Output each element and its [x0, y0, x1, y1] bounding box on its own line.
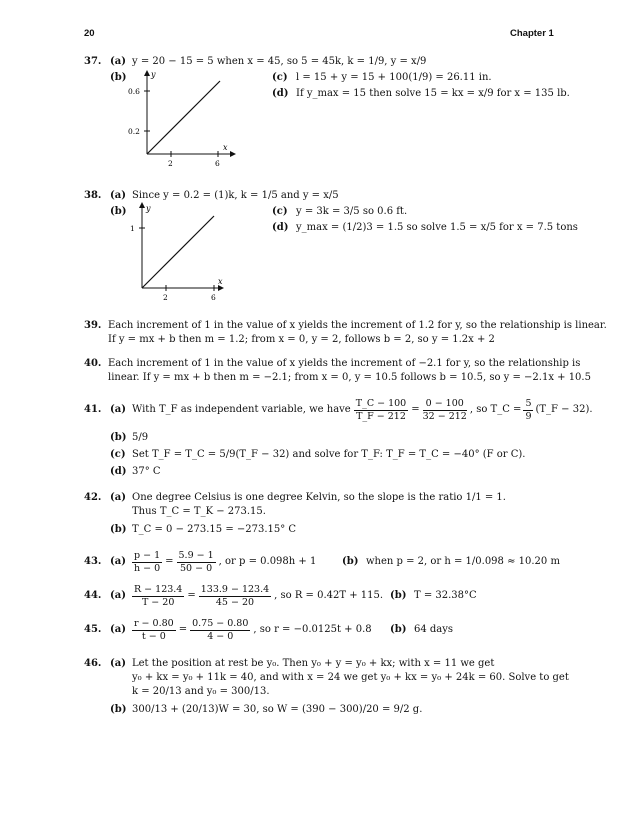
p37-ytick-1: 0.2 — [128, 127, 140, 136]
p43-f1-num: p − 1 — [134, 549, 161, 561]
p43-part-b-label: (b) — [342, 556, 359, 567]
page-number: 20 — [84, 28, 95, 39]
p45-part-b-label: (b) — [390, 624, 407, 635]
p41-f2-den: 32 − 212 — [422, 410, 467, 422]
p46-part-a-line-1: Let the position at rest be y₀. Then y₀ + y = y₀ + kx; with x = 11 we get — [132, 658, 495, 669]
p42-part-a-line-1: One degree Celsius is one degree Kelvin, so the slope is the ratio 1/1 = 1. — [132, 492, 506, 503]
p41-fraction-1 — [354, 398, 409, 423]
p37-x-axis-label: x — [223, 143, 228, 152]
p38-y-axis-label: y — [146, 204, 151, 213]
problem-number-44: 44. — [84, 590, 102, 601]
p46-part-b-text: 300/13 + (20/13)W = 30, so W = (390 − 300)/20 = 9/2 g. — [132, 704, 423, 715]
p44-eq: = — [187, 590, 196, 601]
p44-f1-den: T − 20 — [141, 596, 175, 608]
p43-fraction-1 — [132, 550, 162, 575]
p38-part-c-label: (c) — [272, 206, 288, 217]
p44-a-post: , so R = 0.42T + 115. — [274, 590, 384, 601]
chapter-title: Chapter 1 — [510, 28, 554, 39]
p44-fraction-2 — [199, 584, 271, 609]
problem-number-42: 42. — [84, 492, 102, 503]
p41-f2-num: 0 − 100 — [423, 398, 467, 411]
p43-fraction-2 — [177, 550, 216, 575]
p37-part-d-label: (d) — [272, 88, 289, 99]
p41-f1-den: T_F − 212 — [356, 410, 406, 422]
p38-part-b-label: (b) — [110, 206, 127, 217]
p37-part-b-label: (b) — [110, 72, 127, 83]
p41-part-a-text — [132, 394, 593, 426]
problem-number-38: 38. — [84, 190, 102, 201]
p38-part-d-label: (d) — [272, 222, 289, 233]
p41-a-mid: , so T_C = — [469, 404, 522, 415]
p38-ytick-0: 1 — [130, 224, 135, 233]
p37-part-c-text: l = 15 + y = 15 + 100(1/9) = 26.11 in. — [296, 72, 492, 83]
p45-f1-den: t − 0 — [141, 630, 166, 642]
p42-part-b-text: T_C = 0 − 273.15 = −273.15° C — [132, 524, 297, 535]
p45-a-post: , so r = −0.0125t + 0.8 — [253, 624, 372, 635]
p38-part-c-text: y = 3k = 3/5 so 0.6 ft. — [296, 206, 408, 217]
p43-a-post: , or p = 0.098h + 1 — [218, 556, 317, 567]
p42-part-a-label: (a) — [110, 492, 126, 503]
p37-line — [147, 81, 220, 154]
p38-part-a-label: (a) — [110, 190, 126, 201]
p39-line-2: If y = mx + b then m = 1.2; from x = 0, y = 2, follows b = 2, so y = 1.2x + 2 — [108, 334, 495, 345]
p41-part-b-text: 5/9 — [132, 432, 149, 443]
p44-f1-num: R − 123.4 — [134, 583, 183, 595]
p37-xtick-1: 6 — [215, 159, 220, 168]
p37-xtick-0: 2 — [168, 159, 173, 168]
p45-f2-den: 4 − 0 — [207, 630, 234, 642]
problem-number-37: 37. — [84, 56, 102, 67]
p38-line — [142, 216, 214, 288]
p45-part-b-text: 64 days — [414, 624, 454, 635]
p43-eq: = — [165, 556, 174, 567]
p46-part-a-label: (a) — [110, 658, 126, 669]
p44-f2-den: 45 − 20 — [215, 596, 255, 608]
p43-part-a-label: (a) — [110, 556, 126, 567]
p38-part-d-text: y_max = (1/2)3 = 1.5 so solve 1.5 = x/5 for x = 7.5 tons — [296, 222, 578, 233]
p41-part-c-label: (c) — [110, 449, 126, 460]
p44-fraction-1 — [132, 584, 184, 609]
p41-part-d-label: (d) — [110, 466, 127, 477]
p38-graph — [118, 198, 240, 306]
p44-part-a-text — [132, 580, 383, 612]
p43-f2-den: 50 − 0 — [180, 562, 213, 574]
p38-xtick-1: 6 — [211, 293, 216, 302]
p45-fraction-1 — [132, 618, 176, 643]
p44-part-b-text: T = 32.38°C — [414, 590, 477, 601]
p43-f1-den: h − 0 — [133, 562, 161, 574]
p45-part-a-text — [132, 614, 372, 646]
p39-line-1: Each increment of 1 in the value of x yields the increment of 1.2 for y, so the relationship is linear. — [108, 320, 607, 331]
p37-part-a-label: (a) — [110, 56, 126, 67]
p41-a-post: (T_F − 32). — [535, 404, 593, 415]
p37-ytick-0: 0.6 — [128, 87, 140, 96]
p41-part-a-label: (a) — [110, 404, 126, 415]
p44-part-b-label: (b) — [390, 590, 407, 601]
p41-a-pre: With T_F as independent variable, we have — [132, 404, 351, 415]
p41-part-c-text: Set T_F = T_C = 5/9(T_F − 32) and solve for T_F: T_F = T_C = −40° (F or C). — [132, 449, 526, 460]
p42-part-a-line-2: Thus T_C = T_K − 273.15. — [132, 506, 266, 517]
p37-graph — [118, 66, 240, 176]
p45-part-a-label: (a) — [110, 624, 126, 635]
p37-y-axis-label: y — [151, 70, 156, 79]
p41-part-b-label: (b) — [110, 432, 127, 443]
p38-part-a-text: Since y = 0.2 = (1)k, k = 1/5 and y = x/5 — [132, 190, 339, 201]
p41-eq: = — [411, 404, 420, 415]
p46-part-b-label: (b) — [110, 704, 127, 715]
p46-part-a-line-3: k = 20/13 and y₀ = 300/13. — [132, 686, 270, 697]
p40-line-1: Each increment of 1 in the value of x yields the increment of −2.1 for y, so the relationship is — [108, 358, 581, 369]
p41-fraction-2 — [423, 398, 467, 423]
p41-fraction-3 — [523, 398, 533, 423]
p41-part-d-text: 37° C — [132, 466, 161, 477]
problem-number-40: 40. — [84, 358, 102, 369]
problem-number-46: 46. — [84, 658, 102, 669]
p41-f3-num: 5 — [525, 397, 532, 409]
problem-number-39: 39. — [84, 320, 102, 331]
p38-x-axis-label: x — [218, 277, 223, 286]
p44-part-a-label: (a) — [110, 590, 126, 601]
p37-part-d-text: If y_max = 15 then solve 15 = kx = x/9 for x = 135 lb. — [296, 88, 570, 99]
p43-part-b-text: when p = 2, or h = 1/0.098 ≈ 10.20 m — [366, 556, 560, 567]
problem-number-43: 43. — [84, 556, 102, 567]
p44-f2-num: 133.9 − 123.4 — [200, 583, 270, 595]
p42-part-b-label: (b) — [110, 524, 127, 535]
p40-line-2: linear. If y = mx + b then m = −2.1; from x = 0, y = 10.5 follows b = 10.5, so y = −2.1x + 10.5 — [108, 372, 591, 383]
p43-f2-num: 5.9 − 1 — [178, 549, 214, 561]
p45-f1-num: r − 0.80 — [134, 617, 174, 629]
problem-number-45: 45. — [84, 624, 102, 635]
p46-part-a-line-2: y₀ + kx = y₀ + 11k = 40, and with x = 24 we get y₀ + kx = y₀ + 24k = 60. Solve to get — [132, 672, 569, 683]
p41-f3-den: 9 — [525, 410, 532, 422]
p37-part-c-label: (c) — [272, 72, 288, 83]
problem-number-41: 41. — [84, 404, 102, 415]
p37-part-a-text: y = 20 − 15 = 5 when x = 45, so 5 = 45k, k = 1/9, y = x/9 — [132, 56, 427, 67]
p45-fraction-2 — [190, 618, 250, 643]
p43-part-a-text — [132, 546, 316, 578]
p45-eq: = — [178, 624, 188, 635]
p45-f2-num: 0.75 − 0.80 — [192, 617, 249, 629]
p41-f1-num: T_C − 100 — [355, 397, 407, 409]
p38-xtick-0: 2 — [163, 293, 168, 302]
